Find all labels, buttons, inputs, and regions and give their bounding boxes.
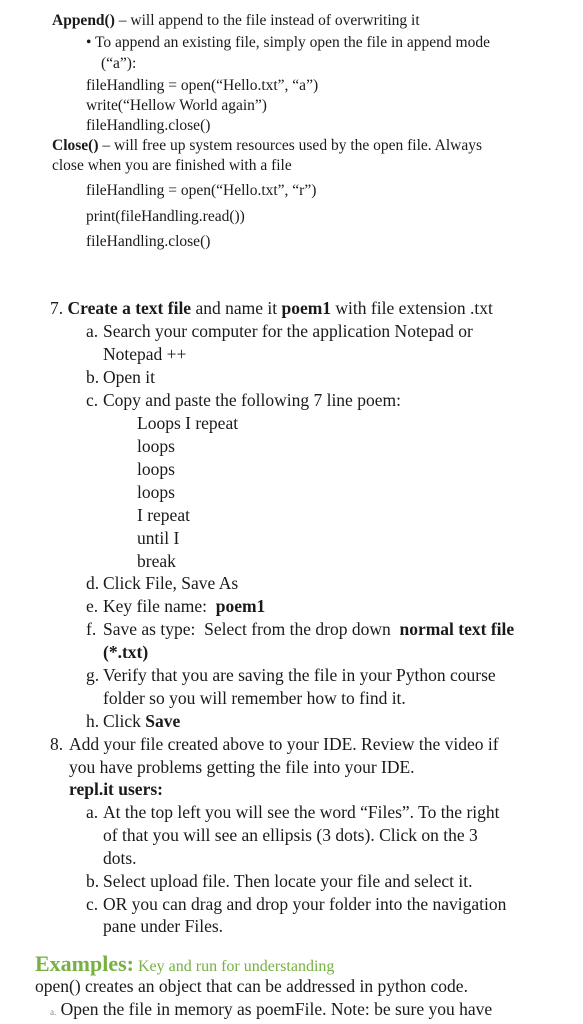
step-7d-text: Click File, Save As [103, 573, 239, 593]
step-7e-filename: poem1 [215, 596, 266, 616]
poem-line-2: loops [137, 436, 175, 456]
step-7a-cont: Notepad ++ [103, 344, 187, 364]
step-7c-text: Copy and paste the following 7 line poem: [103, 390, 401, 410]
poem-line-6: until I [137, 528, 180, 548]
step-8a-line-2: of that you will see an ellipsis (3 dots). Click on the 3 [103, 825, 478, 845]
step-7d-label: d. [86, 573, 100, 593]
close-description: – will free up system resources used by the open file. Always [98, 137, 483, 154]
step-7-filename: poem1 [281, 298, 332, 318]
close-heading [52, 138, 482, 154]
examples-line-1: open() creates an object that can be addressed in python code. [35, 976, 468, 996]
examples-item-number: a. [50, 1007, 57, 1017]
append-code-line-3: fileHandling.close() [86, 117, 211, 134]
append-description: – will append to the file instead of overwriting it [114, 12, 420, 29]
close-code-line-1: fileHandling = open(“Hello.txt”, “r”) [86, 182, 317, 199]
step-7a-label: a. [86, 321, 99, 341]
step-7f-filetype: normal text file [399, 619, 515, 639]
step-7f-prefix: Save as type: Select from the drop down [103, 619, 400, 639]
step-7b-label: b. [86, 367, 100, 387]
step-7e-prefix: Key file name: [103, 596, 216, 616]
step-8-number: 8. [50, 734, 64, 754]
step-7-number: 7. [50, 298, 64, 318]
step-7c-label: c. [86, 390, 99, 410]
poem-line-5: I repeat [137, 505, 190, 525]
append-code-line-2: write(“Hellow World again”) [86, 97, 267, 114]
step-8b-label: b. [86, 871, 100, 891]
step-7f-label: f. [86, 619, 97, 639]
step-7h-label: h. [86, 711, 100, 731]
step-7-end: with file extension .txt [331, 298, 493, 318]
step-7h-save: Save [145, 711, 181, 731]
examples-subtitle: Key and run for understanding [138, 958, 335, 975]
step-7-heading [50, 300, 493, 318]
step-7g-cont: folder so you will remember how to find it. [103, 688, 406, 708]
repl-users-heading: repl.it users: [69, 779, 163, 799]
examples-heading [35, 953, 334, 975]
step-7f-cont [103, 644, 148, 662]
step-7f-text [103, 621, 514, 639]
step-8-cont: you have problems getting the file into your IDE. [69, 757, 415, 777]
step-8-text: Add your file created above to your IDE. Review the video if [69, 734, 499, 754]
examples-title: Examples: [35, 951, 134, 976]
step-8c-label: c. [86, 894, 99, 914]
append-code-line-1: fileHandling = open(“Hello.txt”, “a”) [86, 77, 319, 94]
step-8-subhead [69, 781, 163, 799]
append-heading [52, 13, 420, 29]
append-bullet [86, 35, 490, 51]
step-7b-text: Open it [103, 367, 156, 387]
examples-line-2-text: Open the file in memory as poemFile. Note: be sure you have [60, 999, 493, 1019]
step-8a-label: a. [86, 802, 99, 822]
step-8a-line-3: dots. [103, 848, 137, 868]
append-bullet-cont: (“a”): [101, 55, 137, 72]
poem-line-3: loops [137, 459, 175, 479]
close-code-line-2: print(fileHandling.read()) [86, 208, 245, 225]
poem-line-7: break [137, 551, 176, 571]
step-7-mid: and name it [191, 298, 282, 318]
close-description-cont: close when you are finished with a file [52, 157, 292, 174]
close-code-line-3: fileHandling.close() [86, 233, 211, 250]
step-7g-label: g. [86, 665, 100, 685]
step-7h-text [103, 713, 180, 731]
step-7g-text: Verify that you are saving the file in your Python course [103, 665, 496, 685]
append-method-name: Append() [52, 12, 115, 29]
step-7e-label: e. [86, 596, 99, 616]
step-7f-extension: (*.txt) [103, 642, 149, 662]
poem-line-4: loops [137, 482, 175, 502]
step-8b-text: Select upload file. Then locate your file and select it. [103, 871, 473, 891]
bullet-icon: • [86, 34, 92, 51]
step-8c-line-1: OR you can drag and drop your folder into the navigation [103, 894, 507, 914]
poem-line-1: Loops I repeat [137, 413, 239, 433]
step-7e-text [103, 598, 265, 616]
append-bullet-text: To append an existing file, simply open the file in append mode [95, 34, 490, 51]
close-method-name: Close() [52, 137, 99, 154]
step-7h-prefix: Click [103, 711, 146, 731]
examples-line-2 [50, 1001, 492, 1019]
step-7-bold: Create a text file [67, 298, 192, 318]
step-7a-text: Search your computer for the application Notepad or [103, 321, 473, 341]
step-8a-line-1: At the top left you will see the word “Files”. To the right [103, 802, 500, 822]
step-8c-line-2: pane under Files. [103, 916, 224, 936]
